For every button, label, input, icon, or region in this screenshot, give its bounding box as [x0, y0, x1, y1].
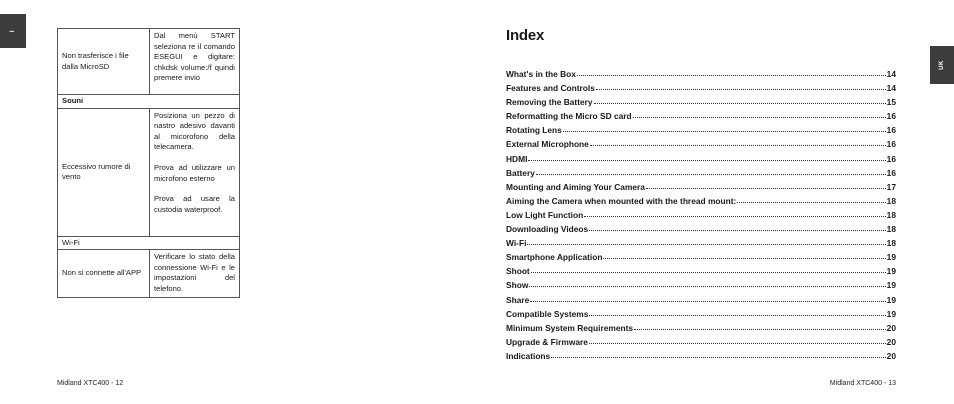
index-entry[interactable]	[506, 109, 896, 123]
language-tab-italian	[0, 14, 26, 48]
index-entry-label: Compatible Systems	[506, 308, 589, 319]
index-entry[interactable]	[506, 236, 896, 250]
index-entry-page: 19	[886, 308, 896, 319]
index-entry-page: 20	[886, 350, 896, 361]
index-entry-page: 20	[886, 336, 896, 347]
index-entry-page: 16	[886, 125, 896, 136]
solution-cell: Posiziona un pezzo di nastro adesivo davanti al micorofono della telecamera. Prova ad utilizzare un microfono esterno Prova ad usare la custodia waterproof.	[150, 108, 240, 236]
dot-leader	[551, 349, 885, 358]
dot-leader	[528, 152, 885, 161]
index-entry-label: Features and Controls	[506, 83, 595, 94]
table-row	[58, 250, 240, 297]
index-entry-label: Minimum System Requirements	[506, 322, 634, 333]
index-entry-page: 18	[886, 209, 896, 220]
index-entry-label: HDMI	[506, 153, 528, 164]
section-heading-sound: Souni	[58, 95, 240, 109]
index-entry[interactable]	[506, 137, 896, 151]
dot-leader	[563, 123, 886, 132]
page-footer-left: Midland XTC400 - 12	[57, 380, 124, 387]
index-entry-page: 17	[886, 181, 896, 192]
dot-leader	[589, 335, 886, 344]
language-tab-label: UK	[938, 60, 945, 70]
index-entry[interactable]	[506, 81, 896, 95]
index-entry-label: Upgrade & Firmware	[506, 336, 588, 347]
dot-leader	[531, 264, 886, 273]
index-entry[interactable]	[506, 152, 896, 166]
index-entry[interactable]	[506, 307, 896, 321]
index-entry-page: 19	[886, 280, 896, 291]
index-entry-page: 16	[886, 139, 896, 150]
index-entry-page: 14	[886, 69, 896, 79]
dot-leader	[589, 307, 885, 316]
index-entry[interactable]	[506, 123, 896, 137]
index-entry[interactable]	[506, 95, 896, 109]
index-entry[interactable]	[506, 194, 896, 208]
index-entry[interactable]	[506, 293, 896, 307]
index-entry[interactable]	[506, 67, 896, 81]
section-heading-wifi: Wi-Fi	[58, 236, 240, 250]
index-entry-page: 15	[886, 97, 896, 108]
dot-leader	[596, 81, 886, 90]
index-entry-label: Wi-Fi	[506, 238, 527, 249]
index-entry-label: What's in the Box	[506, 69, 576, 79]
index-entry-label: Removing the Battery	[506, 97, 593, 108]
index-entry-label: Reformatting the Micro SD card	[506, 111, 632, 122]
index-entry-label: Rotating Lens	[506, 125, 562, 136]
index-entry-label: Low Light Function	[506, 209, 584, 220]
dot-leader	[527, 236, 885, 245]
index-entry-page: 20	[886, 322, 896, 333]
index-entry-label: Mounting and Aiming Your Camera	[506, 181, 645, 192]
problem-cell: Eccessivo rumore di vento	[58, 108, 150, 236]
dot-leader	[594, 95, 886, 104]
index-entry-label: Indications	[506, 350, 551, 361]
index-entry-label: Smartphone Application	[506, 252, 603, 263]
index-entry[interactable]	[506, 278, 896, 292]
dot-leader	[634, 321, 886, 330]
dot-leader	[633, 109, 886, 118]
index-entry-label: Shoot	[506, 266, 530, 277]
index-entry-label: Battery	[506, 167, 535, 178]
dot-leader	[603, 250, 885, 259]
dot-leader	[646, 180, 886, 189]
index-entry[interactable]	[506, 349, 896, 363]
index-entry[interactable]	[506, 321, 896, 335]
troubleshooting-table	[57, 28, 240, 298]
index-entry-page: 19	[886, 294, 896, 305]
table-row	[58, 29, 240, 95]
index-entry[interactable]	[506, 180, 896, 194]
index-entry-page: 16	[886, 111, 896, 122]
index-entry-page: 16	[886, 167, 896, 178]
problem-cell: Non trasferisce i file dalla MicroSD	[58, 29, 150, 95]
index-entry-label: External Microphone	[506, 139, 589, 150]
dot-leader	[530, 293, 885, 302]
dot-leader	[536, 166, 886, 175]
dot-leader	[584, 208, 885, 217]
dot-leader	[590, 137, 886, 146]
solution-cell: Verificare lo stato della connessione Wi-Fi e le impostazioni del telefono.	[150, 250, 240, 297]
index-entry-label: Show	[506, 280, 529, 291]
index-entry[interactable]	[506, 250, 896, 264]
index-entry[interactable]	[506, 222, 896, 236]
index-entry-label: Downloading Videos	[506, 224, 589, 235]
index-entry[interactable]	[506, 208, 896, 222]
index-entry-page: 19	[886, 266, 896, 277]
index-entry-page: 19	[886, 252, 896, 263]
index-entry-page: 16	[886, 153, 896, 164]
index-entry[interactable]	[506, 264, 896, 278]
index-entry[interactable]	[506, 335, 896, 349]
page-footer-right: Midland XTC400 - 13	[829, 380, 896, 387]
index-entry-page: 18	[886, 224, 896, 235]
solution-cell: Dal menù START seleziona re il comando ESEGUI e digitare: chkdsk volume:/f quindi premere invio	[150, 29, 240, 95]
dot-leader	[589, 222, 885, 231]
language-tab-english	[930, 46, 954, 84]
language-tab-label: I	[9, 29, 16, 33]
dot-leader	[737, 194, 885, 203]
index-entry[interactable]	[506, 166, 896, 180]
index-entry-page: 18	[886, 195, 896, 206]
section-row	[58, 236, 240, 250]
index-entry-page: 18	[886, 238, 896, 249]
index-entry-label: Share	[506, 294, 530, 305]
section-row	[58, 95, 240, 109]
problem-cell: Non si connette all'APP	[58, 250, 150, 297]
index-list	[506, 67, 896, 363]
dot-leader	[529, 278, 885, 287]
index-entry-label: Aiming the Camera when mounted with the thread mount:	[506, 195, 737, 206]
table-row	[58, 108, 240, 236]
index-entry-page: 14	[886, 83, 896, 94]
dot-leader	[577, 67, 886, 76]
index-title: Index	[506, 27, 545, 44]
